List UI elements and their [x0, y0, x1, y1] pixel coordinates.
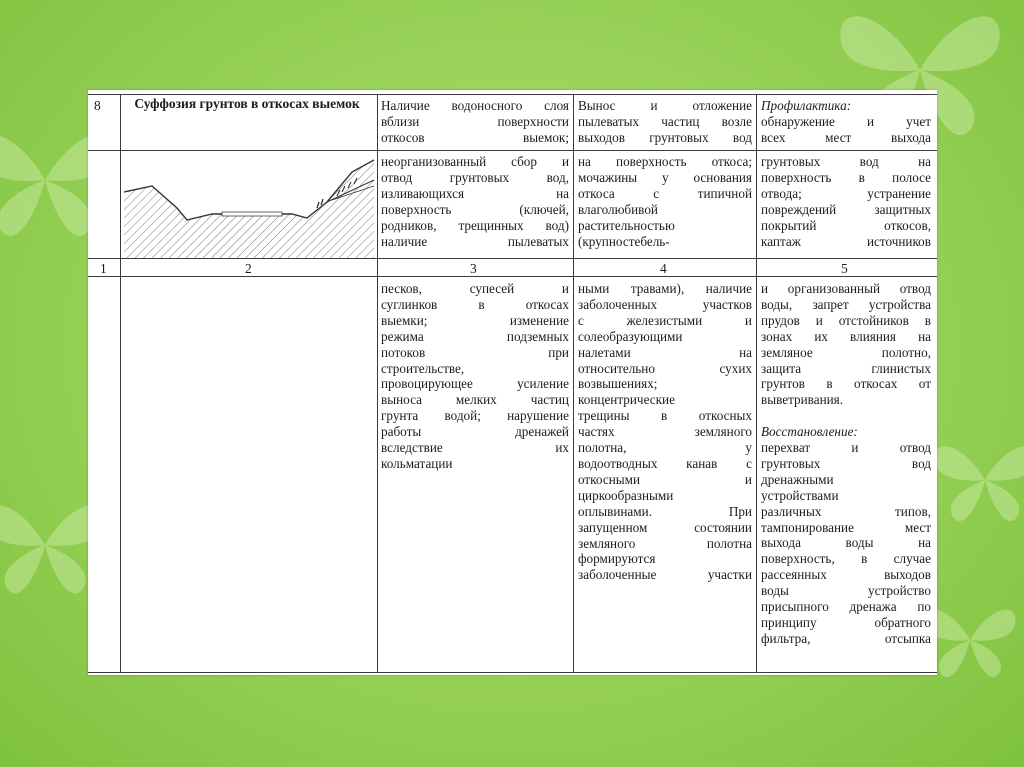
row-number: 8	[94, 98, 101, 113]
cell-col4-continued: ными травами), наличие заболоченных участков с железистыми и солеобразующими налетами на относительно сухих возвышениях; концентрические трещины в откосных частях земляного полотна, у водоотводных канав с откосными и циркообразными оплывинами. При запущенном состоянии земляного полотна формируются заболоченные участки	[578, 281, 752, 583]
column-number-3: 3	[470, 261, 477, 276]
row-title: Суффозия грунтов в откосах выемок	[134, 96, 360, 111]
column-divider	[573, 94, 574, 673]
cell-col5-continued: и организованный отвод воды, запрет устройства прудов и отстойников в зонах их влияния на земляное полотно, защита глинистых грунтов в откосах от выветривания.	[761, 281, 931, 408]
column-number-1: 1	[100, 261, 107, 276]
row-divider	[88, 258, 937, 259]
cell-col4-upper: Вынос и отложение пылеватых частиц возле выходов грунтовых вод	[578, 98, 752, 145]
slope-cross-section-sketch	[122, 152, 376, 258]
column-number-4: 4	[660, 261, 667, 276]
cell-col5-lower: грунтовых вод на поверхность в полосе отвода; устранение повреждений защитных покрытий откосов, каптаж источников	[761, 154, 931, 249]
column-divider	[120, 94, 121, 673]
restoration-heading: Восстановление:	[761, 424, 858, 439]
document-sheet	[88, 90, 937, 675]
column-divider	[756, 94, 757, 673]
cell-col3-continued: песков, супесей и суглинков в откосах выемки; изменение режима подземных потоков при строительстве, провоцирующее усиление выноса мелких частиц грунта водой; нарушение работы дренажей вследствие их кольматации	[381, 281, 569, 471]
butterfly-icon	[930, 420, 1024, 540]
column-divider	[377, 94, 378, 673]
table-border-bottom	[88, 672, 937, 673]
row-divider	[88, 150, 937, 151]
cell-col4-lower: на поверхность откоса; мочажины у основания откоса с типичной влаголюбивой растительностью (крупностебель-	[578, 154, 752, 249]
cell-col5-upper: обнаружение и учет всех мест выхода	[761, 114, 931, 145]
row-divider	[88, 276, 937, 277]
column-number-5: 5	[841, 261, 848, 276]
prevention-heading: Профилактика:	[761, 98, 852, 113]
cell-col3-lower: неорганизованный сбор и отвод грунтовых вод, изливающихся на поверхность (ключей, родников, трещинных вод) наличие пылеватых	[381, 154, 569, 249]
column-number-2: 2	[245, 261, 252, 276]
cell-col3-upper: Наличие водоносного слоя вблизи поверхности откосов выемок;	[381, 98, 569, 145]
cell-col5-restoration: перехват и отвод грунтовых вод дренажными устройствами различных типов, тампонирование мест выхода воды на поверхность, в случае рассеянных выходов воды устройство присыпного дренажа по принципу обратного фильтра, отсыпка	[761, 440, 931, 646]
